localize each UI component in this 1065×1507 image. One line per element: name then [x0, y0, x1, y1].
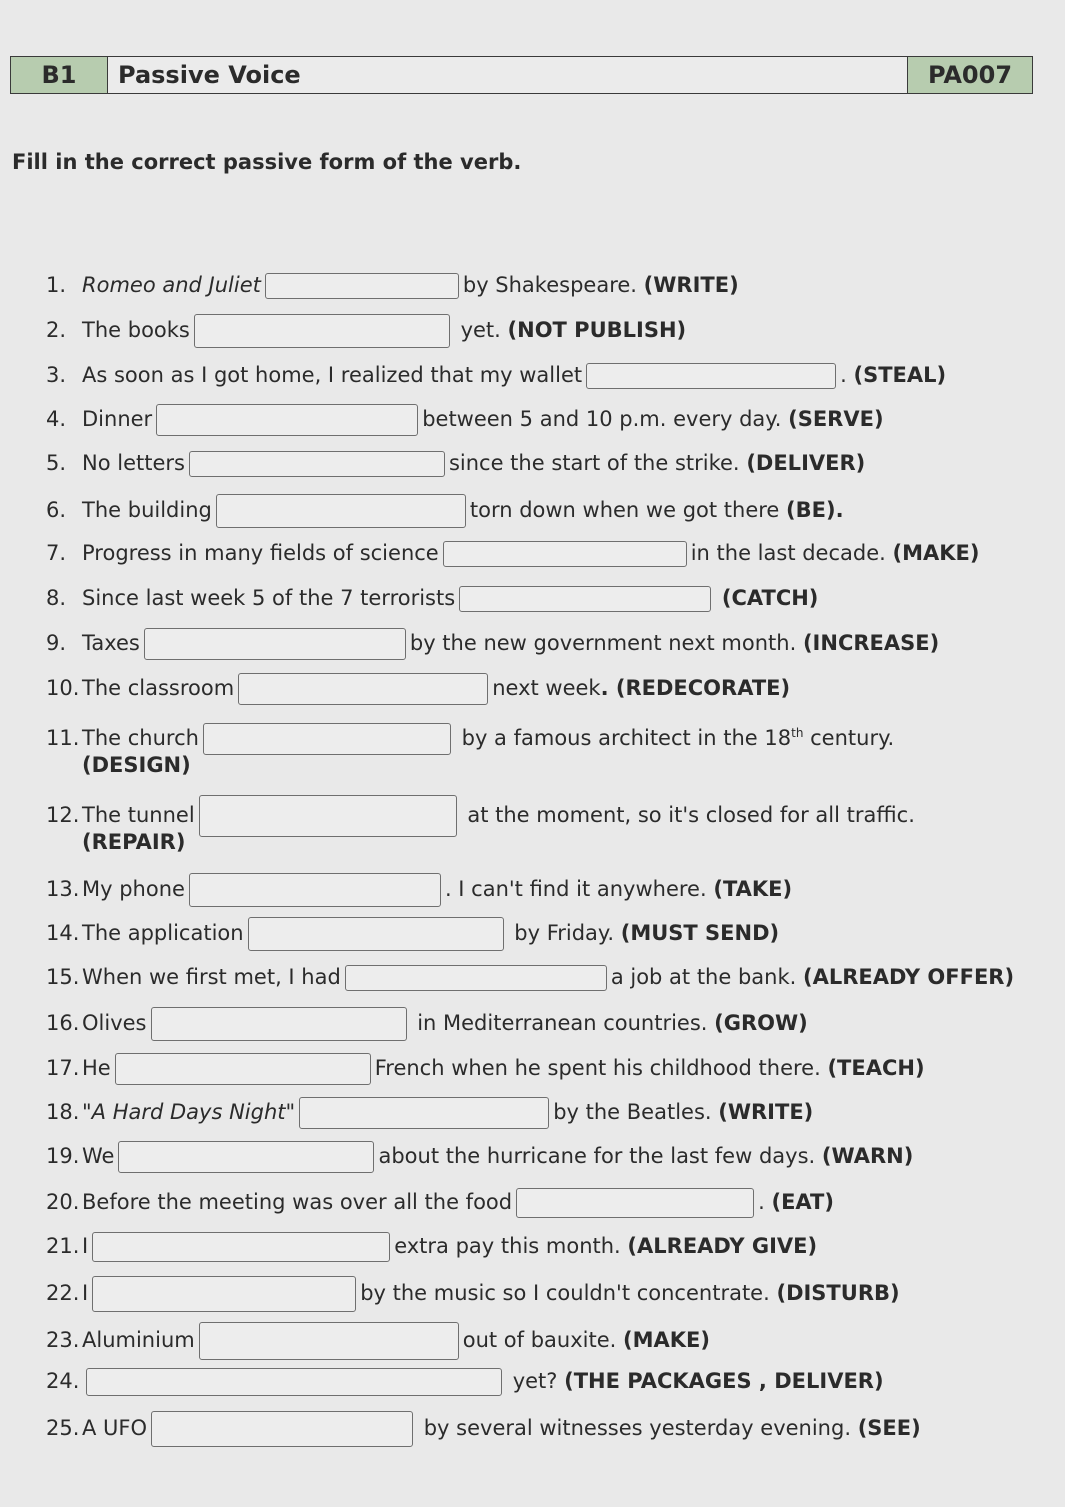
item-text-after: . [840, 363, 847, 387]
verb-hint: (SEE) [857, 1416, 921, 1440]
item-text-before: The tunnel [82, 803, 195, 827]
item-text-before: Progress in many fields of science [82, 541, 439, 565]
answer-input[interactable] [248, 917, 504, 951]
worksheet-title: Passive Voice [118, 61, 301, 89]
verb-hint: (DISTURB) [776, 1281, 900, 1305]
item-text-before: Romeo and Juliet [82, 273, 261, 297]
item-number: 22. [46, 1281, 80, 1305]
exercise-item [46, 718, 895, 777]
item-text-after: by several witnesses yesterday evening. [423, 1416, 851, 1440]
verb-hint: (MAKE) [892, 541, 980, 565]
item-number: 19. [46, 1144, 80, 1168]
item-text-before: My phone [82, 877, 185, 901]
exercise-item [46, 1097, 813, 1129]
item-text-after: torn down when we got there [469, 498, 780, 522]
answer-input[interactable] [199, 1322, 459, 1360]
level-badge: B1 [11, 57, 108, 93]
song-title: A Hard Days Night [91, 1100, 286, 1124]
item-number: 25. [46, 1416, 80, 1440]
verb-hint: (STEAL) [853, 363, 947, 387]
item-number: 8. [46, 586, 67, 610]
answer-input[interactable] [194, 314, 450, 348]
answer-input[interactable] [156, 404, 418, 436]
answer-input[interactable] [118, 1141, 374, 1173]
verb-hint: (INCREASE) [802, 631, 940, 655]
verb-hint: (MAKE) [623, 1328, 710, 1352]
exercise-item [46, 494, 844, 528]
item-number: 14. [46, 921, 80, 945]
item-text-after: next week [492, 676, 601, 700]
item-text-before: Dinner [82, 407, 153, 431]
exercise-item [46, 1053, 925, 1085]
instructions: Fill in the correct passive form of the verb. [12, 150, 522, 174]
exercise-item [46, 1322, 710, 1360]
exercise-item [46, 1187, 834, 1218]
exercise-item [46, 917, 779, 951]
exercise-item [46, 314, 686, 348]
item-number: 12. [46, 803, 80, 827]
verb-hint: (BE). [786, 498, 844, 522]
item-text-after: . I can't find it anywhere. [444, 877, 707, 901]
item-number: 24. [46, 1369, 80, 1393]
verb-hint: (CATCH) [721, 586, 819, 610]
item-number: 1. [46, 273, 67, 297]
item-number: 6. [46, 498, 67, 522]
item-text-after: French when he spent his childhood there. [374, 1056, 821, 1080]
item-text-before: Taxes [82, 631, 140, 655]
verb-hint: (SERVE) [788, 407, 884, 431]
verb-hint: (TAKE) [713, 877, 793, 901]
exercise-item [46, 795, 915, 854]
answer-input[interactable] [92, 1232, 390, 1262]
item-text-after: yet? [512, 1369, 558, 1393]
item-text-after: by the music so I couldn't concentrate. [360, 1281, 770, 1305]
exercise-item [46, 1007, 808, 1041]
answer-input[interactable] [151, 1411, 413, 1447]
verb-hint: (NOT PUBLISH) [507, 318, 687, 342]
verb-hint: (MUST SEND) [620, 921, 780, 945]
answer-input[interactable] [216, 494, 466, 528]
item-number: 9. [46, 631, 67, 655]
answer-input[interactable] [459, 586, 711, 612]
answer-input[interactable] [92, 1276, 356, 1312]
item-text-before: Aluminium [82, 1328, 195, 1352]
answer-input[interactable] [299, 1097, 549, 1129]
item-text-after: yet. [460, 318, 501, 342]
verb-hint: (EAT) [771, 1190, 834, 1214]
item-number: 11. [46, 726, 80, 750]
answer-input[interactable] [238, 673, 488, 705]
verb-hint: (TEACH) [827, 1056, 925, 1080]
item-text-after: out of bauxite. [462, 1328, 617, 1352]
item-text-before: The application [82, 921, 244, 945]
item-text-after: since the start of the strike. [448, 451, 740, 475]
item-text-after: in Mediterranean countries. [417, 1011, 708, 1035]
exercise-item [46, 404, 884, 436]
exercise-item [46, 360, 946, 390]
item-text-before: We [82, 1144, 115, 1168]
item-text-after: in the last decade. [690, 541, 886, 565]
exercise-item [46, 1366, 884, 1396]
item-number: 18. [46, 1100, 80, 1124]
answer-input[interactable] [203, 723, 451, 755]
exercise-item [46, 628, 939, 660]
quote-mark: " [82, 1100, 92, 1124]
item-text-before: Olives [82, 1011, 147, 1035]
item-text-before: I [82, 1281, 89, 1305]
verb-hint: (WRITE) [718, 1100, 814, 1124]
exercise-item [46, 270, 739, 300]
item-number: 20. [46, 1190, 80, 1214]
verb-hint: (THE PACKAGES , DELIVER) [564, 1369, 884, 1393]
item-number: 10. [46, 676, 80, 700]
verb-hint: (DESIGN) [82, 753, 191, 777]
answer-input[interactable] [443, 541, 687, 567]
item-text-after: between 5 and 10 p.m. every day. [422, 407, 782, 431]
exercise-item [46, 583, 818, 613]
answer-input[interactable] [345, 965, 607, 991]
answer-input[interactable] [144, 628, 406, 660]
item-text-after: by Friday. [514, 921, 615, 945]
exercise-item [46, 538, 979, 568]
exercise-item [46, 1141, 913, 1173]
item-number: 13. [46, 877, 80, 901]
answer-input[interactable] [516, 1188, 754, 1218]
answer-input[interactable] [189, 873, 441, 907]
verb-hint: (WRITE) [643, 273, 739, 297]
worksheet-code: PA007 [907, 57, 1032, 93]
verb-hint: (DELIVER) [746, 451, 866, 475]
quote-mark: " [285, 1100, 296, 1124]
item-text-before: As soon as I got home, I realized that my wallet [82, 363, 583, 387]
item-text-after: extra pay this month. [394, 1234, 621, 1258]
item-text-before: The church [82, 726, 199, 750]
verb-hint: (ALREADY GIVE) [627, 1234, 818, 1258]
answer-input[interactable] [586, 363, 836, 389]
item-number: 23. [46, 1328, 80, 1352]
item-text-after: by a famous architect in the 18 [461, 726, 792, 750]
item-text-after: . [758, 1190, 765, 1214]
exercise-item [46, 1231, 817, 1262]
verb-hint: (WARN) [821, 1144, 914, 1168]
exercise-item [46, 1411, 921, 1447]
item-text-before: The classroom [82, 676, 235, 700]
exercise-item [46, 448, 865, 478]
item-text-after: by the new government next month. [409, 631, 797, 655]
exercise-item [46, 873, 792, 907]
item-text-after: by the Beatles. [553, 1100, 712, 1124]
item-number: 15. [46, 965, 80, 989]
exercise-item [46, 962, 1014, 992]
worksheet-header [10, 56, 1033, 94]
item-number: 4. [46, 407, 67, 431]
answer-input[interactable] [115, 1053, 371, 1085]
item-text-before: Before the meeting was over all the food [82, 1190, 513, 1214]
item-text-after: by Shakespeare. [462, 273, 637, 297]
item-text-before: The books [82, 318, 190, 342]
item-text-before: He [82, 1056, 111, 1080]
exercise-item [46, 673, 790, 705]
answer-input[interactable] [189, 451, 445, 477]
verb-hint: (GROW) [714, 1011, 808, 1035]
item-text-after: century. [810, 726, 895, 750]
item-text-before: Since last week 5 of the 7 terrorists [82, 586, 456, 610]
item-text-before: I [82, 1234, 89, 1258]
answer-input[interactable] [86, 1368, 502, 1396]
item-text-before: A UFO [82, 1416, 148, 1440]
ordinal-suffix: th [791, 726, 804, 740]
item-number: 21. [46, 1234, 80, 1258]
item-number: 17. [46, 1056, 80, 1080]
item-number: 16. [46, 1011, 80, 1035]
item-text-before: No letters [82, 451, 185, 475]
answer-input[interactable] [199, 795, 457, 837]
answer-input[interactable] [265, 273, 459, 299]
item-text-before: When we first met, I had [82, 965, 341, 989]
verb-hint: . (REDECORATE) [600, 676, 791, 700]
item-text-after: a job at the bank. [610, 965, 797, 989]
item-number: 7. [46, 541, 67, 565]
answer-input[interactable] [151, 1007, 407, 1041]
exercise-item [46, 1276, 900, 1312]
item-number: 3. [46, 363, 67, 387]
verb-hint: (REPAIR) [82, 830, 186, 854]
item-text-after: at the moment, so it's closed for all traffic. [467, 803, 915, 827]
item-text-before: The building [82, 498, 212, 522]
item-number: 2. [46, 318, 67, 342]
item-number: 5. [46, 451, 67, 475]
item-text-after: about the hurricane for the last few days. [378, 1144, 816, 1168]
verb-hint: (ALREADY OFFER) [803, 965, 1015, 989]
